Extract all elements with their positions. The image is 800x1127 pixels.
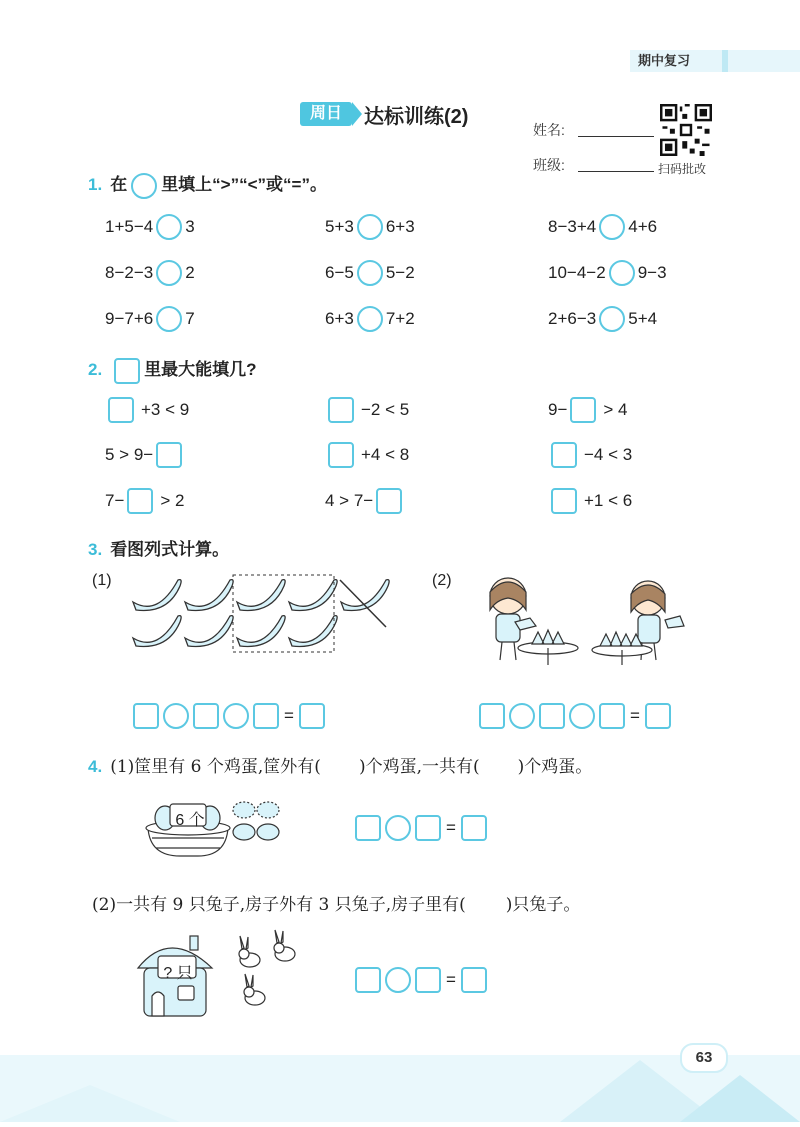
right-expression: 5−2: [385, 263, 415, 282]
answer-box[interactable]: [156, 442, 182, 468]
left-expression: 6+3: [325, 309, 354, 328]
q3-part2-equation: [477, 703, 673, 729]
answer-box[interactable]: [479, 703, 505, 729]
answer-box[interactable]: [355, 815, 381, 841]
answer-box[interactable]: [108, 397, 134, 423]
answer-box[interactable]: [539, 703, 565, 729]
compare-expression: [105, 214, 195, 240]
right-expression: 9−3: [637, 263, 667, 282]
compare-circle[interactable]: [609, 260, 635, 286]
expression-before: 9−: [548, 400, 568, 419]
compare-expression: [548, 260, 667, 286]
right-expression: 3: [185, 217, 195, 236]
q4-part1-equation: [353, 815, 489, 841]
left-expression: 8−3+4: [548, 217, 597, 236]
inequality-expression: [105, 397, 189, 423]
compare-circle[interactable]: [156, 260, 182, 286]
operator-circle[interactable]: [163, 703, 189, 729]
answer-box[interactable]: [570, 397, 596, 423]
page-title: 达标训练(2): [364, 106, 469, 128]
compare-expression: [325, 306, 415, 332]
inequality-expression: [548, 488, 632, 514]
class-label: 班级:: [533, 157, 565, 173]
inequality-expression: [325, 442, 409, 468]
left-expression: 10−4−2: [548, 263, 606, 282]
question-1-title: 1. 在 里填上“>”“<”或“=”。: [88, 170, 327, 199]
operator-circle[interactable]: [509, 703, 535, 729]
question-3-title: 3. 看图列式计算。: [88, 540, 230, 559]
left-expression: 8−2−3: [105, 263, 154, 282]
left-expression: 1+5−4: [105, 217, 154, 236]
q4-part2-text: (2)一共有 9 只兔子,房子外有 3 只兔子,房子里有( )只兔子。: [92, 895, 581, 915]
bananas-illustration: [128, 572, 393, 657]
mountain-decoration: [0, 1055, 800, 1122]
compare-circle[interactable]: [599, 214, 625, 240]
q4-part2-equation: [353, 967, 489, 993]
inequality-expression: [548, 442, 632, 468]
circle-icon: [131, 173, 157, 199]
compare-circle[interactable]: [156, 306, 182, 332]
compare-expression: [105, 260, 195, 286]
answer-box[interactable]: [599, 703, 625, 729]
answer-box[interactable]: [328, 442, 354, 468]
answer-box[interactable]: [328, 397, 354, 423]
compare-circle[interactable]: [357, 260, 383, 286]
equals-sign: =: [284, 706, 294, 725]
answer-box[interactable]: [193, 703, 219, 729]
answer-box[interactable]: [133, 703, 159, 729]
compare-circle[interactable]: [599, 306, 625, 332]
egg-basket-illustration: [140, 798, 290, 860]
name-label: 姓名:: [533, 122, 565, 138]
class-field[interactable]: [578, 171, 654, 172]
expression-after: +1 < 6: [584, 491, 633, 510]
answer-box[interactable]: [127, 488, 153, 514]
expression-before: 4 > 7−: [325, 491, 374, 510]
compare-circle[interactable]: [357, 306, 383, 332]
right-expression: 4+6: [628, 217, 658, 236]
inequality-expression: [325, 488, 405, 514]
result-box[interactable]: [645, 703, 671, 729]
compare-expression: [325, 260, 415, 286]
compare-expression: [105, 306, 195, 332]
left-expression: 6−5: [325, 263, 354, 282]
left-expression: 5+3: [325, 217, 354, 236]
qr-code-icon[interactable]: [660, 104, 712, 156]
expression-before: 7−: [105, 491, 125, 510]
equals-sign: =: [630, 706, 640, 725]
answer-box[interactable]: [355, 967, 381, 993]
compare-circle[interactable]: [357, 214, 383, 240]
expression-after: > 2: [160, 491, 185, 510]
answer-box[interactable]: [415, 967, 441, 993]
q3-part2-label: (2): [432, 572, 452, 589]
operator-circle[interactable]: [223, 703, 249, 729]
rabbit-house-illustration: [130, 928, 305, 1023]
answer-box[interactable]: [253, 703, 279, 729]
page-number: 63: [680, 1043, 728, 1073]
qr-caption: 扫码批改: [658, 162, 707, 176]
compare-circle[interactable]: [156, 214, 182, 240]
result-box[interactable]: [461, 967, 487, 993]
inequality-expression: [548, 397, 628, 423]
basket-label: 6 个: [175, 812, 205, 829]
day-badge: 周日: [300, 102, 352, 126]
compare-expression: [548, 306, 657, 332]
right-expression: 6+3: [385, 217, 415, 236]
expression-before: 5 > 9−: [105, 445, 154, 464]
q3-part1-equation: [131, 703, 327, 729]
result-box[interactable]: [461, 815, 487, 841]
answer-box[interactable]: [551, 488, 577, 514]
left-expression: 9−7+6: [105, 309, 154, 328]
expression-after: +3 < 9: [141, 400, 190, 419]
expression-after: > 4: [603, 400, 628, 419]
q4-part1-text: 4. (1)筐里有 6 个鸡蛋,筐外有( )个鸡蛋,一共有( )个鸡蛋。: [88, 757, 593, 777]
operator-circle[interactable]: [385, 815, 411, 841]
expression-after: +4 < 8: [361, 445, 410, 464]
square-icon: [114, 358, 140, 384]
right-expression: 7+2: [385, 309, 415, 328]
inequality-expression: [105, 488, 185, 514]
answer-box[interactable]: [551, 442, 577, 468]
left-expression: 2+6−3: [548, 309, 597, 328]
question-2-title: 2. 里最大能填几?: [88, 355, 257, 384]
right-expression: 7: [185, 309, 195, 328]
expression-after: −2 < 5: [361, 400, 410, 419]
equals-sign: =: [446, 970, 456, 989]
q3-part1-label: (1): [92, 572, 112, 589]
operator-circle[interactable]: [385, 967, 411, 993]
right-expression: 5+4: [628, 309, 658, 328]
expression-after: −4 < 3: [584, 445, 633, 464]
answer-box[interactable]: [376, 488, 402, 514]
footer-band: [0, 1055, 800, 1122]
girls-dumplings-illustration: [470, 570, 695, 665]
result-box[interactable]: [299, 703, 325, 729]
inequality-expression: [325, 397, 409, 423]
compare-expression: [325, 214, 415, 240]
equals-sign: =: [446, 818, 456, 837]
compare-expression: [548, 214, 657, 240]
right-expression: 2: [185, 263, 195, 282]
section-tag: 期中复习: [630, 50, 800, 72]
inequality-expression: [105, 442, 185, 468]
house-label: ? 只: [163, 965, 193, 982]
answer-box[interactable]: [415, 815, 441, 841]
name-field[interactable]: [578, 136, 654, 137]
operator-circle[interactable]: [569, 703, 595, 729]
